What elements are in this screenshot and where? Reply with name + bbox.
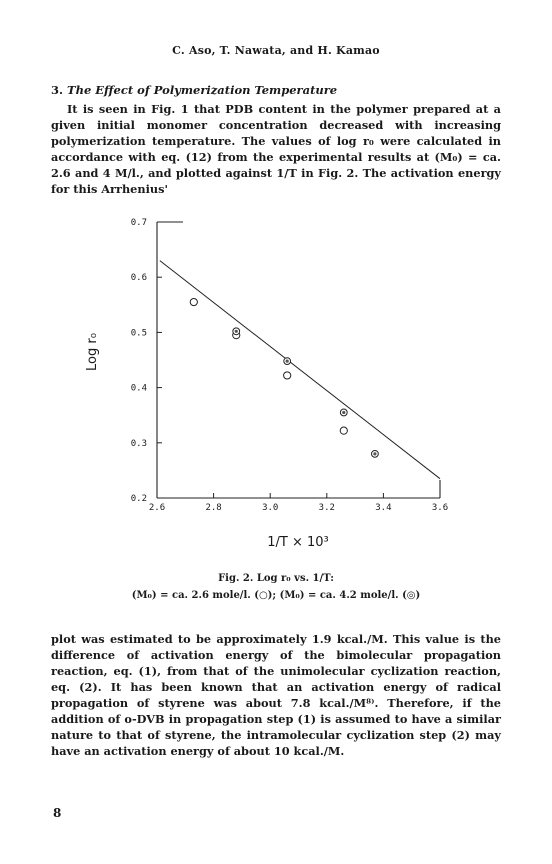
figure-caption-title: Fig. 2. Log r₀ vs. 1/T: [218, 573, 334, 584]
x-tick-label: 3.2 [318, 503, 335, 513]
figure-2 [80, 210, 480, 560]
point-double-circle [284, 358, 291, 365]
y-axis-label-text: Log r₀ [85, 333, 100, 371]
point-inner-dot [373, 452, 376, 455]
plot-frame [157, 222, 440, 498]
data-points [190, 298, 378, 457]
point-inner-dot [235, 330, 238, 333]
y-tick-label: 0.6 [130, 273, 147, 284]
section-title-text: The Effect of Polymerization Temperature [67, 83, 338, 97]
paragraph-1: It is seen in Fig. 1 that PDB content in the polymer prepared at a given initial monomer concentration decreased with increasing polymerization temperature. The values of log r₀ were calculated in accordance with eq. (12) from the experimental results at (M₀) = ca. 2.6 and 4 M/l., and plotted against 1/T in Fig. 2. The activation energy for this Arrhenius' [51, 102, 501, 196]
y-tick-label: 0.2 [130, 494, 147, 504]
point-double-circle [233, 328, 240, 335]
point-double-circle [340, 409, 347, 416]
running-head: C. Aso, T. Nawata, and H. Kamao [172, 44, 380, 57]
paragraph-2: plot was estimated to be approximately 1.9 kcal./M. This value is the difference of activation energy of the bimolecular propagation reaction, eq. (1), from that of the unimolecular cyclization reaction, eq. (2). It has been known that an activation energy of radical propagation of styrene was about 7.8 kcal./M⁸⁾. Therefore, if the addition of o-DVB in propagation step (1) is assumed to have a similar nature to that of styrene, the intramolecular cyclization step (2) may have an activation energy of about 10 kcal./M. [51, 632, 501, 758]
y-axis-label [85, 333, 100, 371]
x-tick-label: 3.0 [262, 503, 279, 513]
axis-ticks [131, 218, 448, 513]
section-number: 3. [51, 83, 64, 97]
y-tick-label: 0.7 [130, 218, 147, 228]
point-open-circle [340, 427, 347, 434]
y-tick-label: 0.4 [130, 383, 147, 394]
point-open-circle [190, 298, 197, 305]
figure-caption-legend: (M₀) = ca. 2.6 mole/l. (○); (M₀) = ca. 4.2 mole/l. (◎) [131, 590, 421, 601]
y-tick-label: 0.5 [130, 328, 147, 339]
x-tick-label: 2.6 [148, 503, 166, 513]
point-open-circle [284, 372, 291, 379]
arrhenius-plot [80, 210, 480, 560]
point-double-circle [372, 450, 379, 457]
x-axis-label: 1/T × 10³ [267, 535, 329, 550]
section-title [51, 83, 337, 97]
page-number: 8 [53, 806, 62, 820]
point-inner-dot [286, 360, 289, 363]
x-tick-label: 3.6 [431, 503, 449, 513]
y-tick-label: 0.3 [130, 438, 147, 449]
fit-line [160, 261, 440, 479]
x-tick-label: 3.4 [375, 503, 392, 513]
x-tick-label: 2.8 [205, 503, 222, 513]
point-inner-dot [342, 411, 345, 414]
